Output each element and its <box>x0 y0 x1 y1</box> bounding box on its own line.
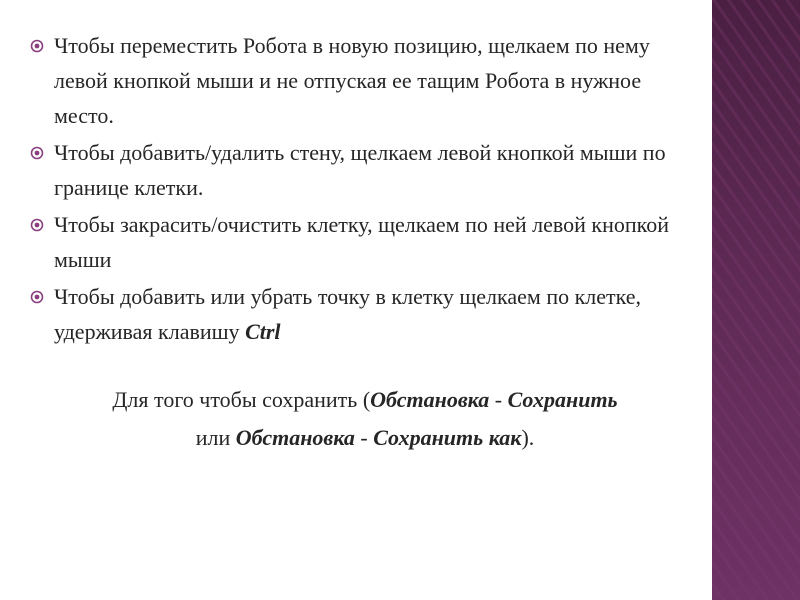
separator: - <box>489 387 508 412</box>
decorative-side-panel <box>712 0 800 600</box>
save-note-line-2 <box>30 420 700 456</box>
bullet-list <box>30 28 700 349</box>
save-note-prefix: Для того чтобы сохранить ( <box>112 387 371 412</box>
bullet-item-dot <box>30 279 700 349</box>
bullet-item-paint-cell <box>30 207 700 277</box>
bullet-text: Чтобы переместить Робота в новую позицию, щелкаем по нему левой кнопкой мыши и не отпуская ее тащим Робота в нужное место. <box>54 33 650 128</box>
circle-bullet-icon <box>30 290 44 304</box>
menu-name: Обстановка <box>370 387 490 412</box>
bullet-text: Чтобы добавить или убрать точку в клетку щелкаем по клетке, удерживая клавишу <box>54 284 642 344</box>
bullet-item-wall <box>30 135 700 205</box>
command-name: Сохранить <box>507 387 618 412</box>
save-note-suffix: ). <box>521 425 535 450</box>
command-name: Сохранить как <box>373 425 522 450</box>
save-note-line-1 <box>30 382 700 418</box>
menu-name: Обстановка <box>235 425 355 450</box>
content-area <box>30 28 700 351</box>
bullet-text: Чтобы закрасить/очистить клетку, щелкаем по ней левой кнопкой мыши <box>54 212 670 272</box>
circle-bullet-icon <box>30 218 44 232</box>
circle-bullet-icon <box>30 39 44 53</box>
key-name: Ctrl <box>245 319 281 344</box>
diagonal-stripes-pattern <box>712 0 800 600</box>
bullet-text: Чтобы добавить/удалить стену, щелкаем левой кнопкой мыши по границе клетки. <box>54 140 666 200</box>
save-note-prefix: или <box>195 425 236 450</box>
bullet-item-move-robot <box>30 28 700 133</box>
circle-bullet-icon <box>30 146 44 160</box>
separator: - <box>354 425 374 450</box>
